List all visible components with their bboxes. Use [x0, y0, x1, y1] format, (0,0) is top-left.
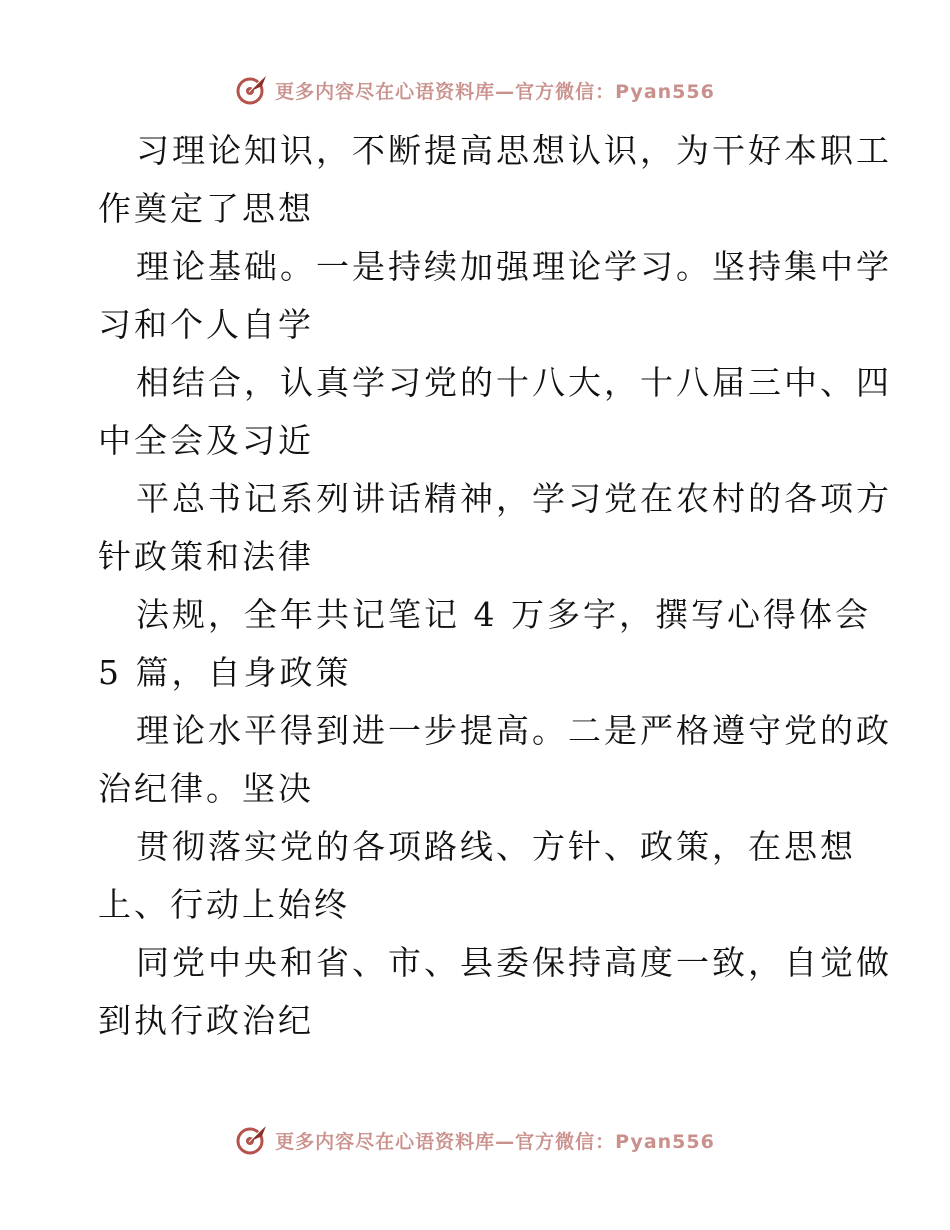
quill-pen-logo-icon [235, 1123, 269, 1157]
text-line: 平总书记系列讲话精神，学习党在农村的各项方 [136, 479, 892, 518]
text-line: 贯彻落实党的各项路线、方针、政策，在思想 [136, 827, 856, 866]
header-watermark [0, 70, 950, 110]
watermark-text: 更多内容尽在心语资料库—官方微信：Pyan556 [275, 80, 715, 103]
text-line: 理论基础。一是持续加强理论学习。坚持集中学 [136, 247, 892, 286]
text-line: 治纪律。坚决 [98, 769, 314, 808]
text-line: 习理论知识，不断提高思想认识，为干好本职工 [136, 131, 892, 170]
text-line: 5 篇，自身政策 [98, 653, 352, 692]
quill-pen-logo-icon [235, 73, 269, 107]
text-line: 到执行政治纪 [98, 1001, 314, 1040]
text-line: 相结合，认真学习党的十八大，十八届三中、四 [136, 363, 892, 402]
document-body [98, 122, 892, 1050]
text-line: 习和个人自学 [98, 305, 314, 344]
text-line: 法规，全年共记笔记 4 万多字，撰写心得体会 [136, 595, 871, 634]
text-line: 同党中央和省、市、县委保持高度一致，自觉做 [136, 943, 892, 982]
text-line: 针政策和法律 [98, 537, 314, 576]
text-line: 作奠定了思想 [98, 189, 314, 228]
watermark-text: 更多内容尽在心语资料库—官方微信：Pyan556 [275, 1130, 715, 1153]
footer-watermark [0, 1120, 950, 1160]
text-line: 中全会及习近 [98, 421, 314, 460]
text-line: 上、行动上始终 [98, 885, 350, 924]
text-line: 理论水平得到进一步提高。二是严格遵守党的政 [136, 711, 892, 750]
